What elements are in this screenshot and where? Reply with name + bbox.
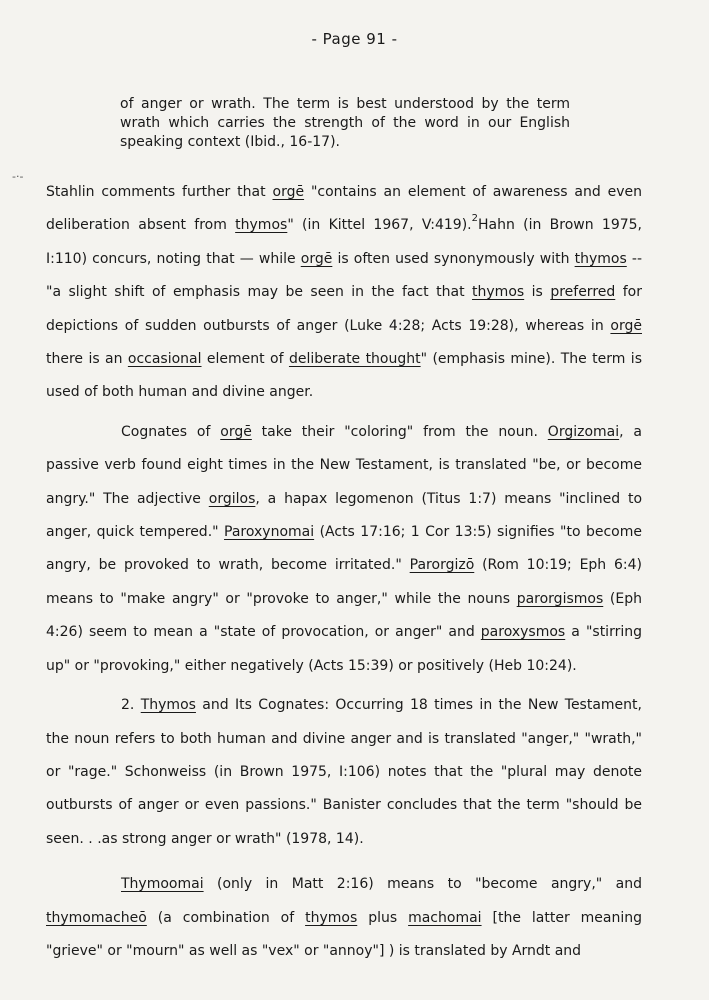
underlined-term: Thymoomai (121, 876, 204, 893)
underlined-term: orgē (300, 250, 333, 267)
underlined-term: thymos (472, 284, 525, 301)
underlined-term: deliberate thought (288, 351, 421, 368)
text-run: [the latter meaning "grieve" or "mourn" as well as "vex" or "annoy"] ) is translated by Arndt and (46, 909, 642, 959)
text-run: -- "a slight shift of emphasis may be seen in the fact that (46, 250, 642, 301)
underlined-term: parorgismos (516, 590, 604, 607)
page-number: - Page 91 - (311, 30, 398, 48)
underlined-term: orgē (272, 184, 305, 200)
underlined-term: occasional (127, 351, 202, 368)
text-run: is often used synonymously with (332, 250, 575, 267)
underlined-term: preferred (550, 284, 616, 301)
text-run: (a combination of (146, 909, 306, 926)
underlined-term: Parorgizō (409, 557, 475, 574)
underlined-term: paroxysmos (480, 624, 566, 641)
text-run: element of (201, 351, 289, 368)
text-run: for depictions of sudden outbursts of anger (Luke 4:28; Acts 19:28), whereas in (46, 284, 642, 334)
paragraph-4 (46, 868, 642, 968)
text-run: 2. (121, 697, 141, 714)
margin-mark: -·- (12, 170, 24, 183)
text-run: "contains an element of awareness and even deliberation absent from (46, 184, 643, 234)
text-run: , a passive verb found eight times in the New Testament, is translated "be, or become angry." The adjective (46, 423, 642, 507)
underlined-term: thymos (574, 250, 627, 267)
text-run: (Eph 4:26) seem to mean a "state of provocation, or anger" and (46, 590, 642, 641)
underlined-term: machomai (408, 909, 482, 926)
block-quote: of anger or wrath. The term is best understood by the term wrath which carries the strength of the word in our English speaking context (Ibid., 16-17). (120, 96, 570, 150)
underlined-term: orgē (610, 317, 642, 334)
text-run: Hahn (in Brown 1975, I:110) concurs, noting that — while (46, 217, 642, 267)
text-run: (only in Matt 2:16) means to "become angry," and (203, 876, 642, 893)
body-text (46, 176, 642, 968)
text-run: (Acts 17:16; 1 Cor 13:5) signifies "to become angry, be provoked to wrath, become irritated." (46, 524, 642, 574)
text-run: " (emphasis mine). The term is used of both human and divine anger. (46, 351, 642, 401)
text-run: Cognates of (121, 423, 221, 440)
underlined-term: orgilos (208, 490, 256, 507)
text-run: and Its Cognates: Occurring 18 times in the New Testament, the noun refers to both human and divine anger and is translated "anger," "wrath," or "rage." Schonweiss (in Brown 1975, I:106) notes that the "plural may denote outbursts of anger or even passions." Banister concludes that the term "should be seen. . .as strong anger or wrath" (1978, 14). (46, 697, 642, 847)
text-run: plus (357, 909, 409, 926)
underlined-term: orgē (220, 423, 252, 440)
text-run: take their "coloring" from the noun. (251, 423, 548, 440)
text-run: is (524, 284, 551, 301)
footnote-marker: 2 (471, 213, 478, 225)
underlined-term: thymos (305, 909, 358, 926)
paragraph-2 (46, 416, 642, 683)
text-run: a "stirring up" or "provoking," either negatively (Acts 15:39) or positively (Heb 10:24). (46, 624, 642, 674)
paragraph-3 (46, 689, 642, 856)
underlined-term: Orgizomai (547, 423, 620, 440)
underlined-term: thymomacheō (46, 909, 147, 926)
underlined-term: Thymos (140, 697, 196, 714)
paragraph-1 (46, 176, 642, 410)
text-run: (Rom 10:19; Eph 6:4) means to "make angry" or "provoke to anger," while the nouns (46, 557, 643, 607)
text-run: Stahlin comments further that (46, 184, 273, 200)
text-run: " (in Kittel 1967, V:419). (287, 217, 472, 234)
text-run: there is an (46, 351, 128, 368)
underlined-term: thymos (235, 217, 288, 234)
text-run: , a hapax legomenon (Titus 1:7) means "inclined to anger, quick tempered." (46, 490, 643, 541)
underlined-term: Paroxynomai (224, 524, 315, 541)
